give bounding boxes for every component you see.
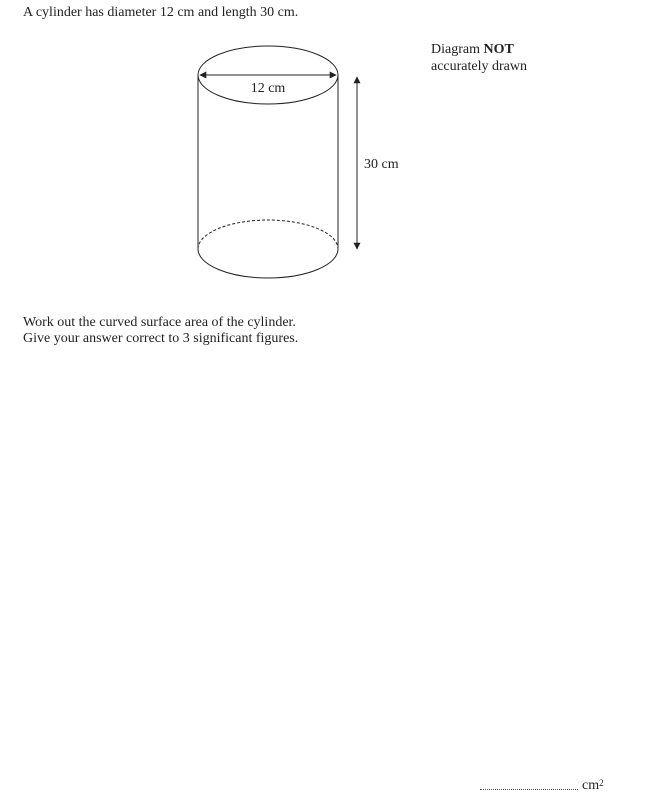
diagram-note-bold: NOT [483, 42, 514, 57]
instruction-line-1: Work out the curved surface area of the cylinder. [23, 315, 296, 330]
diagram-note-line2: accurately drawn [431, 59, 527, 74]
cylinder-bottom-front-arc [198, 249, 338, 278]
cylinder-bottom-hidden-arc [198, 220, 338, 249]
instruction-line-2: Give your answer correct to 3 significant figures. [23, 331, 299, 346]
diagram-note-prefix: Diagram [431, 42, 484, 57]
question-intro: A cylinder has diameter 12 cm and length 30 cm. [23, 5, 299, 20]
answer-unit-text: cm [582, 778, 600, 793]
diameter-label: 12 cm [250, 81, 286, 96]
cylinder-diagram [0, 0, 654, 300]
length-label: 30 cm [364, 157, 399, 172]
answer-unit [582, 778, 604, 794]
answer-line[interactable] [480, 789, 578, 790]
answer-unit-power: 2 [599, 778, 604, 788]
